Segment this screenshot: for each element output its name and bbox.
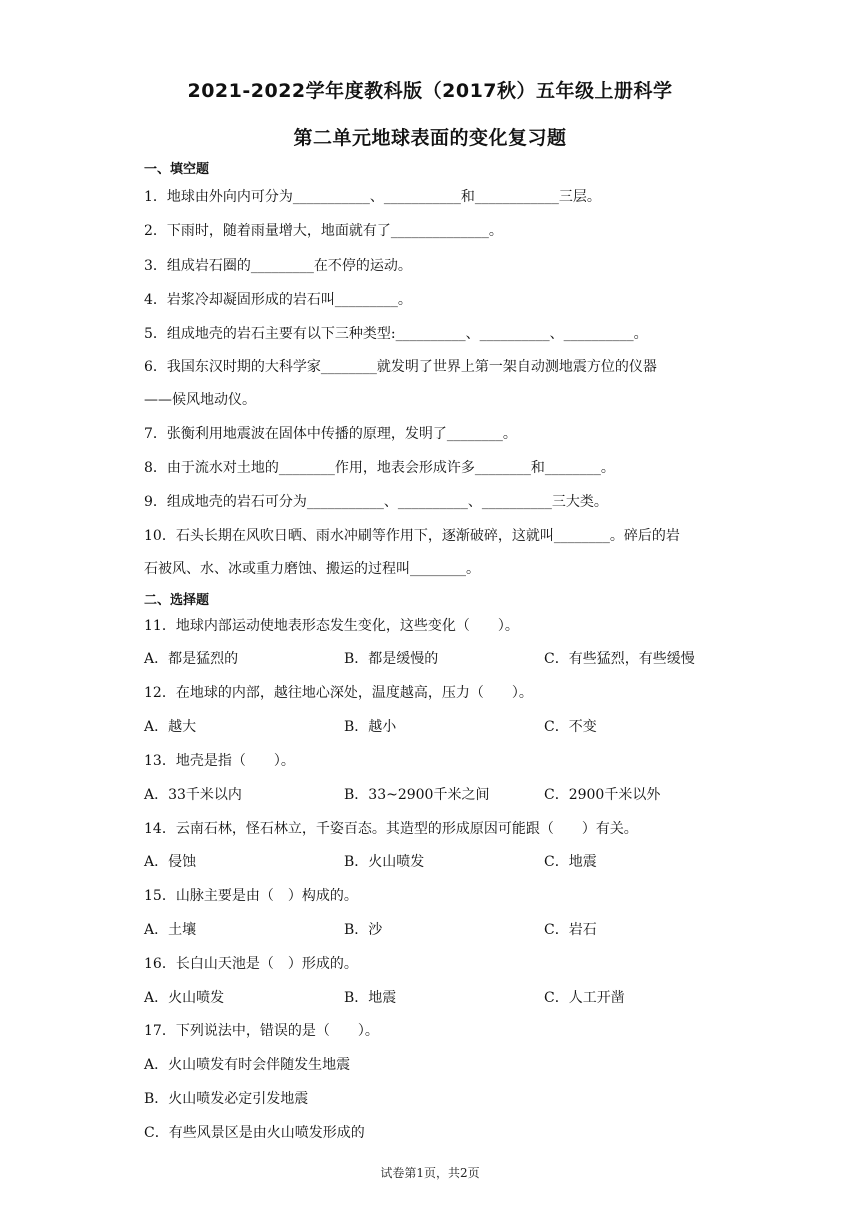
option-16-c: C．人工开凿 (544, 990, 625, 1006)
option-12-a: A．越大 (144, 719, 197, 735)
option-16-a: A．火山喷发 (144, 990, 225, 1006)
question-7: 7．张衡利用地震波在固体中传播的原理，发明了________。 (144, 426, 517, 442)
option-11-b: B．都是缓慢的 (344, 651, 439, 667)
exam-title-line2: 第二单元地球表面的变化复习题 (293, 127, 567, 149)
question-9: 9．组成地壳的岩石可分为___________、__________、__________三大类。 (144, 494, 608, 510)
section-heading-fill: 一、填空题 (144, 162, 210, 177)
question-17: 17．下列说法中，错误的是（ ）。 (144, 1023, 379, 1039)
question-2: 2．下雨时，随着雨量增大，地面就有了______________。 (144, 223, 503, 239)
option-11-a: A．都是猛烈的 (144, 651, 239, 667)
question-14: 14．云南石林，怪石林立，千姿百态。其造型的形成原因可能跟（ ）有关。 (144, 821, 638, 837)
option-13-b: B．33~2900千米之间 (344, 787, 490, 803)
option-11-c: C．有些猛烈，有些缓慢 (544, 651, 695, 667)
option-14-a: A．侵蚀 (144, 854, 197, 870)
option-14-c: C．地震 (544, 854, 597, 870)
option-15-c: C．岩石 (544, 922, 597, 938)
option-17-a: A．火山喷发有时会伴随发生地震 (144, 1057, 351, 1073)
option-12-b: B．越小 (344, 719, 397, 735)
option-13-c: C．2900千米以外 (544, 787, 661, 803)
option-14-b: B．火山喷发 (344, 854, 425, 870)
option-17-c: C．有些风景区是由火山喷发形成的 (144, 1125, 365, 1141)
section-heading-choice: 二、选择题 (144, 593, 210, 608)
question-8: 8．由于流水对土地的________作用，地表会形成许多________和________。 (144, 460, 615, 476)
option-15-a: A．土壤 (144, 922, 197, 938)
page-footer: 试卷第1页，共2页 (380, 1166, 480, 1180)
option-16-b: B．地震 (344, 990, 397, 1006)
question-16: 16．长白山天池是（ ）形成的。 (144, 956, 358, 972)
question-4: 4．岩浆冷却凝固形成的岩石叫_________。 (144, 292, 412, 308)
option-13-a: A．33千米以内 (144, 787, 242, 803)
option-12-c: C．不变 (544, 719, 597, 735)
question-15: 15．山脉主要是由（ ）构成的。 (144, 888, 358, 904)
question-13: 13．地壳是指（ ）。 (144, 753, 295, 769)
option-17-b: B．火山喷发必定引发地震 (144, 1091, 309, 1107)
exam-title-line1: 2021-2022学年度教科版（2017秋）五年级上册科学 (187, 80, 673, 102)
question-1: 1．地球由外向内可分为___________、___________和____________三层。 (144, 189, 601, 205)
question-5: 5．组成地壳的岩石主要有以下三种类型:__________、__________、__________。 (144, 326, 648, 342)
option-15-b: B．沙 (344, 922, 383, 938)
question-6-line1: 6．我国东汉时期的大科学家________就发明了世界上第一架自动测地震方位的仪器 (144, 359, 657, 375)
question-10-line1: 10．石头长期在风吹日晒、雨水冲刷等作用下，逐渐破碎，这就叫________。碎后的岩 (144, 528, 680, 544)
question-3: 3．组成岩石圈的_________在不停的运动。 (144, 258, 412, 274)
question-10-line2: 石被风、水、冰或重力磨蚀、搬运的过程叫________。 (144, 561, 480, 577)
question-11: 11．地球内部运动使地表形态发生变化，这些变化（ ）。 (144, 618, 519, 634)
question-6-line2: ——候风地动仪。 (144, 392, 256, 408)
question-12: 12．在地球的内部，越往地心深处，温度越高，压力（ ）。 (144, 685, 533, 701)
